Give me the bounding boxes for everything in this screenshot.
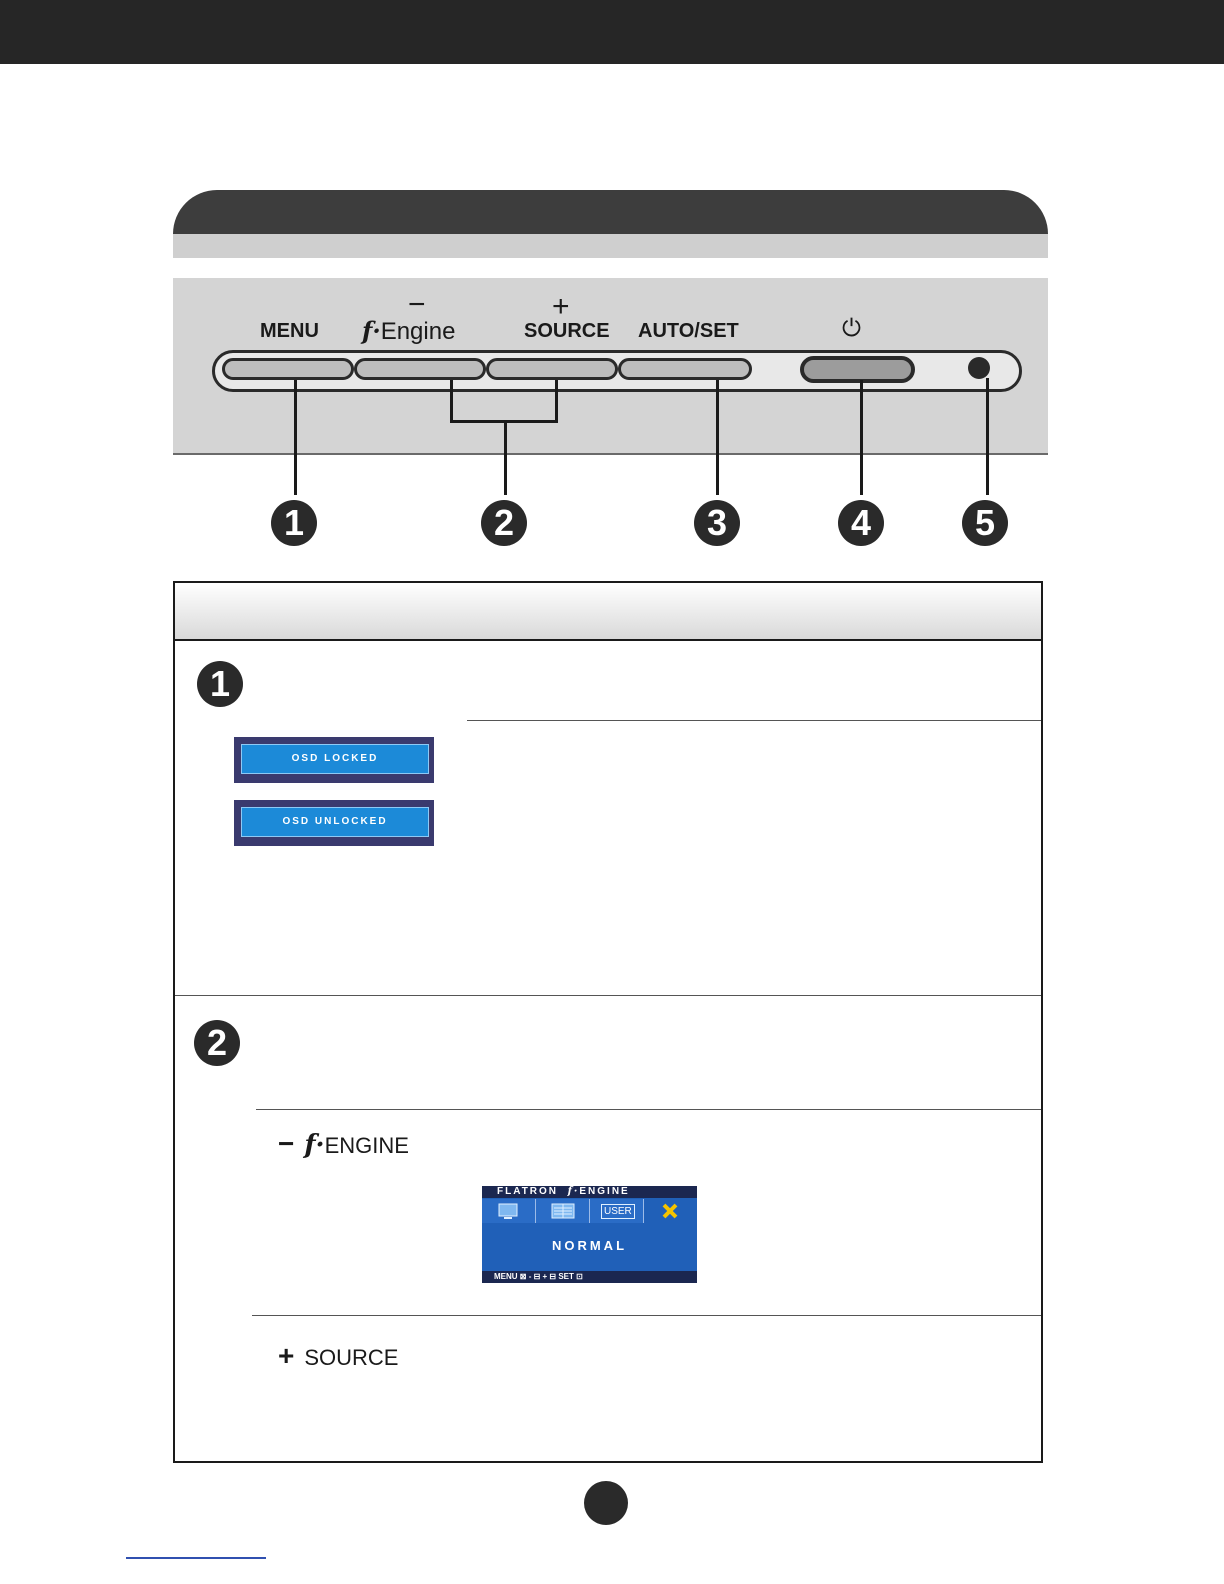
fengine-osd-title: [482, 1186, 697, 1198]
callout-4: 4: [838, 500, 884, 546]
sub-divider-3: [252, 1315, 1041, 1316]
row-divider: [175, 995, 1041, 996]
osd-locked-text: OSD LOCKED: [241, 744, 429, 774]
fengine-osd-footer: [482, 1271, 697, 1283]
user-tab-label: USER: [601, 1204, 635, 1219]
minus-symbol: −: [408, 288, 426, 321]
osd-locked-message: [234, 737, 434, 783]
section-1-number: 1: [197, 661, 243, 707]
text-document-icon: [536, 1199, 589, 1223]
fengine-minus-button[interactable]: [354, 358, 486, 380]
fengine-tab-text[interactable]: [536, 1199, 590, 1223]
source-plus-button[interactable]: [486, 358, 618, 380]
bezel-strip: [173, 234, 1048, 258]
power-icon: ⏻: [842, 315, 861, 342]
leader-line-5: [986, 378, 989, 495]
minus-fengine-item: [278, 1128, 409, 1160]
fengine-label-text: Engine: [380, 318, 456, 345]
fengine-tabs: [482, 1199, 697, 1223]
page-header-bar: [0, 0, 1224, 64]
section-2-number: 2: [194, 1020, 240, 1066]
leader-line-3: [716, 380, 719, 495]
callout-2: 2: [481, 500, 527, 546]
minus-sign: −: [278, 1128, 295, 1159]
sub-divider-1: [467, 720, 1041, 721]
monitor-icon: [482, 1199, 535, 1223]
bracket-left: [450, 380, 453, 422]
leader-line-1: [294, 380, 297, 495]
callout-3: 3: [694, 500, 740, 546]
fengine-logo-prefix: f·: [362, 316, 381, 345]
fengine-osd: [482, 1186, 697, 1283]
source-label: SOURCE: [524, 320, 610, 342]
osd-unlocked-message: [234, 800, 434, 846]
fengine-title-brand: FLATRON: [497, 1186, 559, 1197]
menu-button[interactable]: [222, 358, 354, 380]
fengine-label: [362, 316, 455, 346]
fengine-title-prefix: f·: [567, 1186, 580, 1197]
close-x-icon: [644, 1199, 697, 1223]
callout-5: 5: [962, 500, 1008, 546]
fengine-logo-prefix: f·: [304, 1130, 325, 1160]
page-number-badge: [584, 1481, 628, 1525]
source-item-label: SOURCE: [304, 1345, 399, 1370]
bracket-right: [555, 380, 558, 422]
fengine-tab-monitor[interactable]: [482, 1199, 536, 1223]
fengine-footer-text: MENU ⊠ - ⊟ + ⊟ SET ⊡: [494, 1272, 583, 1281]
fengine-title-suffix: ENGINE: [579, 1186, 630, 1197]
plus-sign: +: [278, 1340, 295, 1371]
plus-source-item: [278, 1340, 398, 1372]
fengine-tab-user[interactable]: [590, 1199, 644, 1223]
plus-symbol: +: [552, 290, 570, 323]
bezel-top: [173, 190, 1048, 234]
controls-table: [173, 581, 1043, 1463]
fengine-tab-close[interactable]: [644, 1199, 697, 1223]
osd-unlocked-text: OSD UNLOCKED: [241, 807, 429, 837]
callout-1: 1: [271, 500, 317, 546]
fengine-mode: NORMAL: [551, 1238, 628, 1253]
auto-set-button[interactable]: [618, 358, 752, 380]
sub-divider-2: [256, 1109, 1041, 1110]
menu-label: MENU: [260, 320, 319, 342]
power-indicator-led: [968, 357, 990, 379]
footer-link-line[interactable]: [126, 1557, 266, 1559]
power-button[interactable]: [800, 356, 915, 383]
auto-set-label: AUTO/SET: [638, 320, 739, 342]
leader-line-4: [860, 380, 863, 495]
fengine-item-label: ENGINE: [324, 1133, 409, 1158]
table-header: [175, 583, 1041, 641]
leader-line-2: [504, 420, 507, 495]
